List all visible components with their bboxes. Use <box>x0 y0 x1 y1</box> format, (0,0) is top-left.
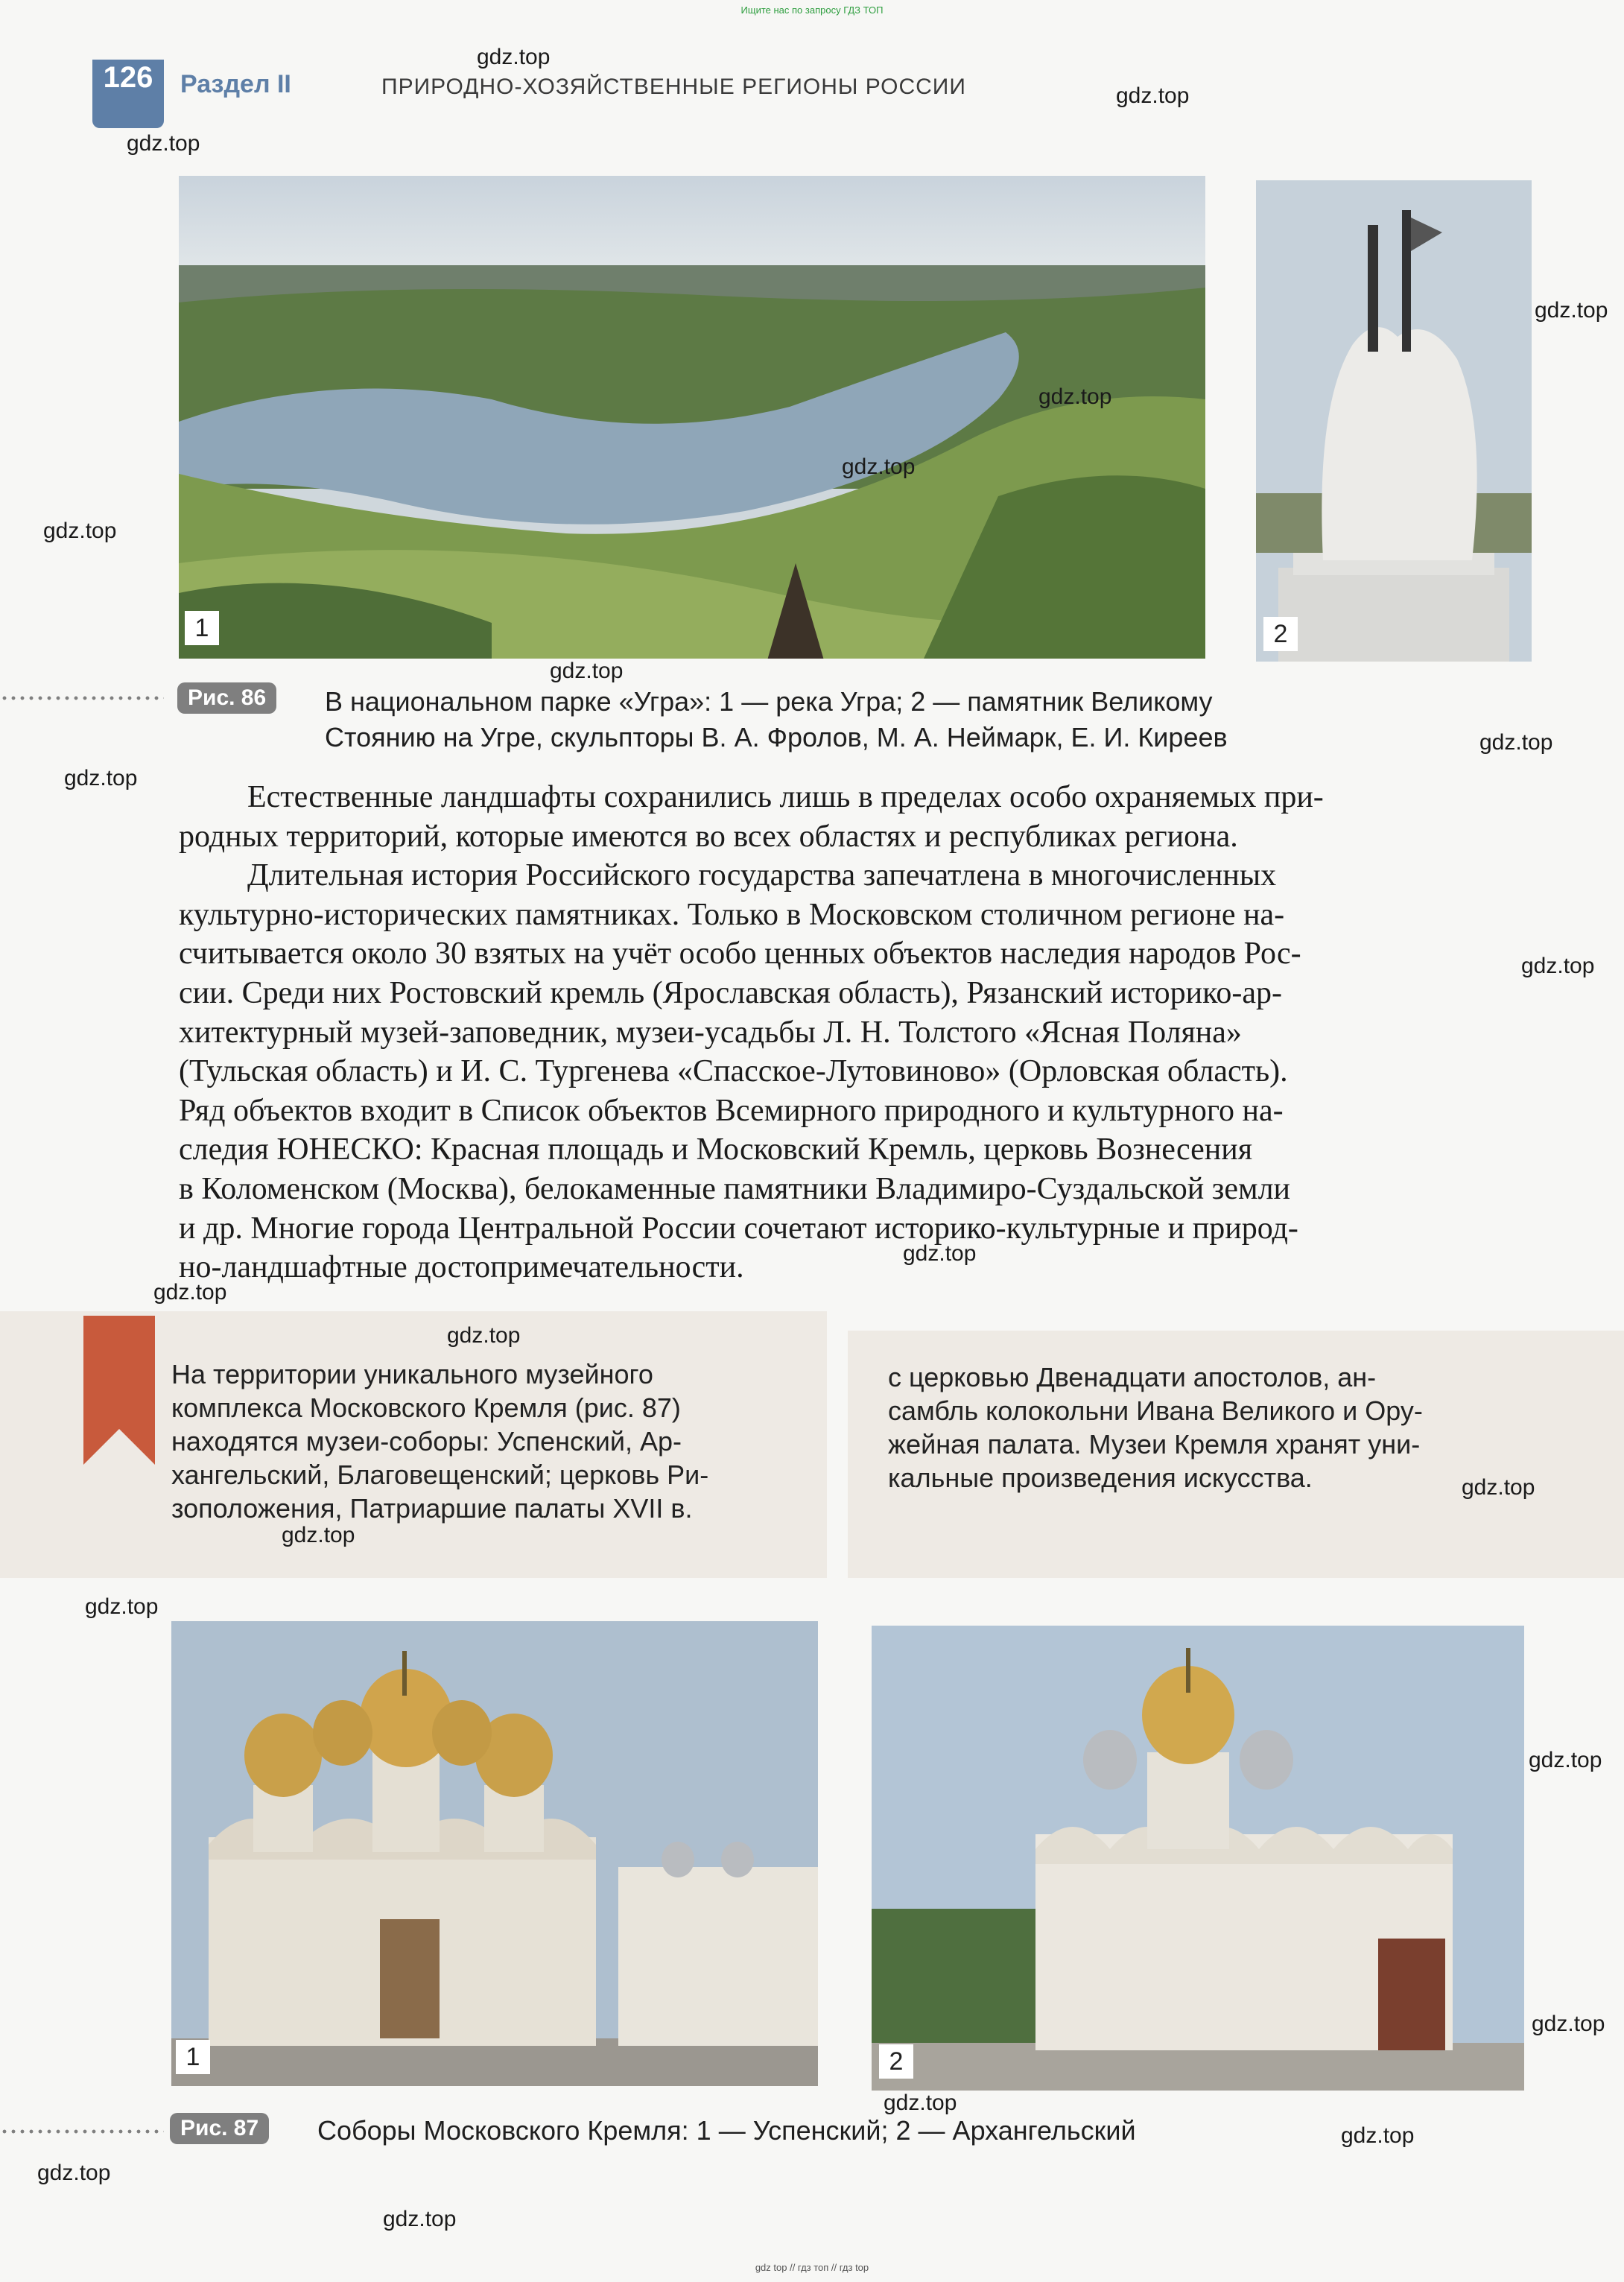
photo-uspensky-cathedral <box>171 1621 818 2086</box>
watermark-text: gdz.top <box>64 766 138 790</box>
watermark-text: gdz.top <box>842 454 916 479</box>
body-line: культурно-исторических памятниках. Только в Московском столичном регионе на- <box>179 897 1285 932</box>
box-line: самбль колокольни Ивана Великого и Ору- <box>888 1395 1423 1426</box>
photo-number-2: 2 <box>879 2044 913 2079</box>
box-line: с церковью Двенадцати апостолов, ан- <box>888 1362 1377 1392</box>
monument-image <box>1256 180 1532 662</box>
box-line: находятся музеи-соборы: Успенский, Ар- <box>171 1426 682 1457</box>
page-number: 126 <box>103 61 153 94</box>
body-line: считывается около 30 взятых на учёт особо ценных объектов наследия народов Рос- <box>179 936 1301 972</box>
watermark-text: gdz.top <box>1535 298 1608 323</box>
watermark-text: gdz.top <box>43 519 117 543</box>
box-line: комплекса Московского Кремля (рис. 87) <box>171 1392 681 1423</box>
figure-86-caption <box>325 684 1487 755</box>
watermark-text: gdz.top <box>282 1523 355 1547</box>
photo-number-1: 1 <box>176 2040 210 2074</box>
figure-87-caption: Соборы Московского Кремля: 1 — Успенский; 2 — Архангельский <box>317 2115 1136 2146</box>
photo-arkhangelsky-cathedral <box>872 1626 1524 2091</box>
info-box-right-text <box>888 1360 1527 1495</box>
watermark-text: gdz.top <box>383 2207 457 2231</box>
watermark-text: gdz.top <box>550 659 624 683</box>
watermark-text: gdz.top <box>1532 2012 1605 2036</box>
body-line: Длительная история Российского государства запечатлена в многочисленных <box>247 858 1277 893</box>
watermark-text: gdz.top <box>1116 83 1190 108</box>
caption-line: В национальном парке «Угра»: 1 — река Угра; 2 — памятник Великому <box>325 686 1213 717</box>
figure-label-86: Рис. 86 <box>177 682 276 714</box>
body-line: родных территорий, которые имеются во всех областях и республиках региона. <box>179 819 1238 854</box>
box-line: жейная палата. Музеи Кремля хранят уни- <box>888 1429 1421 1459</box>
body-line: хитектурный музей-заповедник, музеи-усадьбы Л. Н. Толстого «Ясная Поляна» <box>179 1015 1242 1050</box>
photo-number-2: 2 <box>1263 617 1298 651</box>
caption-dots <box>0 696 164 700</box>
box-line: зоположения, Патриаршие палаты XVII в. <box>171 1493 693 1524</box>
watermark-text: gdz.top <box>37 2161 111 2185</box>
uspensky-cathedral-image <box>171 1621 818 2086</box>
running-title: ПРИРОДНО-ХОЗЯЙСТВЕННЫЕ РЕГИОНЫ РОССИИ <box>381 75 966 99</box>
body-line: в Коломенском (Москва), белокаменные памятники Владимиро-Суздальской земли <box>179 1171 1291 1206</box>
box-line: кальные произведения искусства. <box>888 1462 1313 1493</box>
watermark-text: gdz.top <box>1529 1748 1602 1772</box>
box-line: хангельский, Благовещенский; церковь Ри- <box>171 1459 709 1490</box>
watermark-text: gdz.top <box>447 1323 521 1348</box>
watermark-text: gdz.top <box>903 1241 977 1266</box>
watermark-text: gdz.top <box>85 1594 159 1619</box>
watermark-text: gdz.top <box>1521 954 1595 978</box>
body-line: сии. Среди них Ростовский кремль (Ярославская область), Рязанский историко-ар- <box>179 975 1282 1010</box>
body-line: но-ландшафтные достопримечательности. <box>179 1250 744 1285</box>
body-line: и др. Многие города Центральной России сочетают историко-культурные и природ- <box>179 1211 1298 1246</box>
watermark-text: gdz.top <box>1341 2123 1415 2148</box>
figure-label-87: Рис. 87 <box>170 2113 269 2144</box>
watermark-text: gdz.top <box>1479 730 1553 755</box>
top-note: Ищите нас по запросу ГДЗ ТОП <box>740 4 884 16</box>
photo-number-1: 1 <box>185 611 219 645</box>
watermark-text: gdz.top <box>1462 1475 1535 1500</box>
river-landscape-image <box>179 176 1205 659</box>
body-text <box>179 778 1527 1287</box>
watermark-text: gdz.top <box>153 1280 227 1305</box>
photo-ugra-river <box>179 176 1205 659</box>
body-line: (Тульская область) и И. С. Тургенева «Спасское-Лутовиново» (Орловская область). <box>179 1054 1288 1089</box>
body-line: Естественные ландшафты сохранились лишь в пределах особо охраняемых при- <box>247 780 1324 814</box>
photo-monument <box>1256 180 1532 662</box>
caption-line: Стоянию на Угре, скульпторы В. А. Фролов, М. А. Неймарк, Е. И. Киреев <box>325 722 1228 752</box>
caption-dots <box>0 2129 164 2134</box>
body-line: Ряд объектов входит в Список объектов Всемирного природного и культурного на- <box>179 1093 1284 1128</box>
box-line: На территории уникального музейного <box>171 1359 653 1389</box>
section-label: Раздел II <box>180 70 291 98</box>
watermark-text: gdz.top <box>1038 384 1112 409</box>
bottom-note: gdz top // гдз топ // гдз top <box>755 2262 869 2273</box>
watermark-text: gdz.top <box>127 131 200 156</box>
arkhangelsky-cathedral-image <box>872 1626 1524 2091</box>
body-line: следия ЮНЕСКО: Красная площадь и Московский Кремль, церковь Вознесения <box>179 1132 1253 1167</box>
watermark-text: gdz.top <box>477 45 551 69</box>
info-box-left-text <box>171 1357 805 1525</box>
watermark-text: gdz.top <box>884 2091 957 2115</box>
